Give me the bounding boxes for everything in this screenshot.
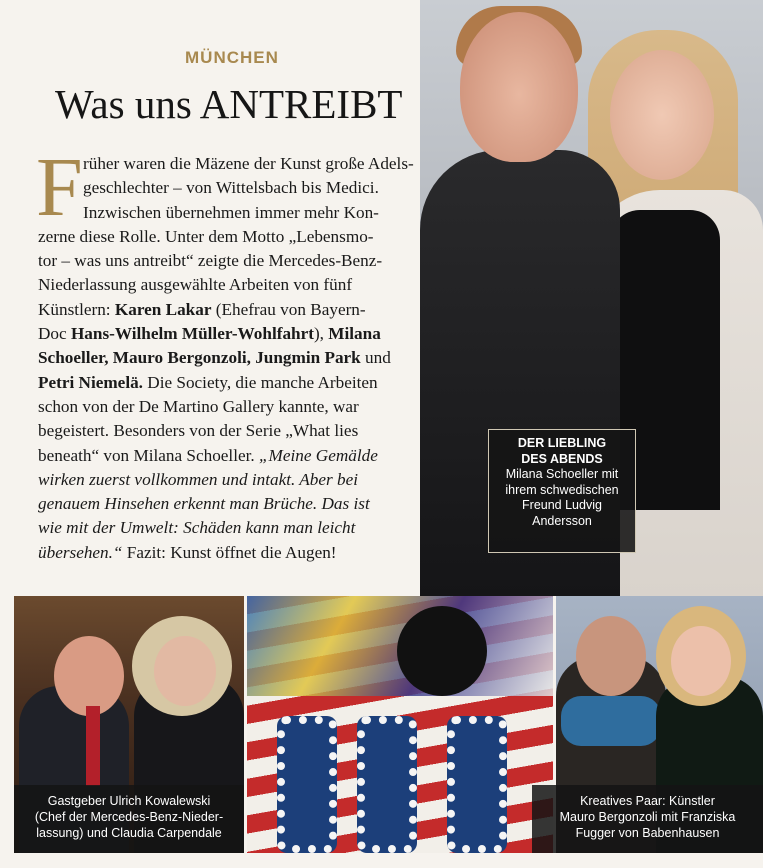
body-line: [38, 492, 414, 516]
body-line: Inzwischen übernehmen immer mehr Kon-: [83, 202, 379, 222]
caption-title-line-2: DES ABENDS: [521, 451, 603, 466]
body-line: Niederlassung ausgewählte Arbeiten von fünf: [38, 275, 353, 295]
quote-run: wie mit der Umwelt: Schäden kann man leicht: [38, 518, 356, 538]
quote-run: „Meine Gemälde: [258, 445, 378, 465]
main-photo-caption: [488, 429, 636, 553]
artwork-mouse-shape: [397, 606, 487, 696]
caption-line-1: Milana Schoeller mit: [505, 467, 619, 481]
artwork-photo: [247, 596, 553, 853]
caption-line-4: Andersson: [532, 513, 592, 528]
caption-line-2: ihrem schwedischen: [505, 482, 619, 497]
woman-face-shape: [671, 626, 731, 696]
quote-run: wirken zuerst vollkommen und intakt. Aber bei: [38, 469, 358, 489]
body-line: schon von der De Martino Gallery kannte, war: [38, 396, 359, 416]
artist-photo-caption: [532, 785, 763, 853]
body-text-run: Die Society, die manche Arbeiten: [142, 372, 378, 392]
caption-line-2: (Chef der Mercedes-Benz-Nieder-: [34, 810, 224, 824]
artist-name: Milana: [328, 324, 381, 344]
red-tie-shape: [86, 706, 100, 786]
body-line: [38, 346, 414, 370]
body-text-run: Doc: [38, 324, 71, 344]
artist-names: Schoeller, Mauro Bergonzoli, Jungmin Park: [38, 348, 361, 368]
caption-line-3: lassung) und Claudia Carpendale: [36, 826, 222, 840]
artwork-letter-shape: [277, 716, 337, 853]
caption-line-1: Gastgeber Ulrich Kowalewski: [47, 794, 211, 808]
headline: Was uns ANTREIBT: [55, 81, 403, 127]
host-couple-photo: [14, 596, 244, 853]
body-line: zerne diese Rolle. Unter dem Motto „Lebensmo-: [38, 226, 374, 246]
blue-scarf-shape: [561, 696, 661, 746]
woman-face-shape: [610, 50, 714, 180]
man-face-shape: [54, 636, 124, 716]
body-line: [38, 516, 414, 540]
drop-cap: F: [36, 141, 83, 234]
caption-line-1: Kreatives Paar: Künstler: [580, 794, 715, 808]
body-line: [38, 371, 414, 395]
caption-line-2: Mauro Bergonzoli mit Franziska: [559, 810, 736, 824]
body-line: [38, 322, 414, 346]
body-text-run: beneath“ von Milana Schoeller.: [38, 445, 259, 465]
body-line: [38, 298, 414, 322]
body-line: rüher waren die Mäzene der Kunst große Adels-: [83, 154, 414, 173]
body-text-run: und: [360, 348, 391, 368]
quote-run: übersehen.“: [38, 542, 123, 562]
body-line: tor – was uns antreibt“ zeigte die Mercedes-Benz-: [38, 251, 383, 271]
artwork-letter-shape: [357, 716, 417, 853]
woman-face-shape: [154, 636, 216, 706]
caption-title-line-1: DER LIEBLING: [517, 436, 607, 450]
section-label: MÜNCHEN: [185, 48, 279, 67]
person-name: Hans-Wilhelm Müller-Wohlfahrt: [70, 324, 314, 344]
body-text-run: Fazit: Kunst öffnet die Augen!: [122, 542, 337, 562]
artwork-letter-shape: [447, 716, 507, 853]
body-text-run: Künstlern:: [38, 299, 115, 319]
body-line: [38, 541, 414, 565]
caption-line-3: Fugger von Babenhausen: [575, 826, 720, 840]
article-body: [36, 141, 414, 565]
body-line: [38, 468, 414, 492]
body-line: begeistert. Besonders von der Serie „What lies: [38, 421, 359, 441]
artist-name: Karen Lakar: [114, 299, 212, 319]
body-line: [38, 444, 414, 468]
artist-name: Petri Niemelä.: [38, 372, 143, 392]
body-line: geschlechter – von Wittelsbach bis Medici.: [83, 178, 379, 198]
man-face-shape: [576, 616, 646, 696]
caption-line-3: Freund Ludvig: [522, 498, 602, 512]
body-text-run: ),: [313, 324, 329, 344]
body-text-run: (Ehefrau von Bayern-: [211, 299, 366, 319]
man-face-shape: [460, 12, 578, 162]
quote-run: genauem Hinsehen erkennt man Brüche. Das ist: [38, 494, 370, 514]
host-photo-caption: [14, 785, 244, 853]
